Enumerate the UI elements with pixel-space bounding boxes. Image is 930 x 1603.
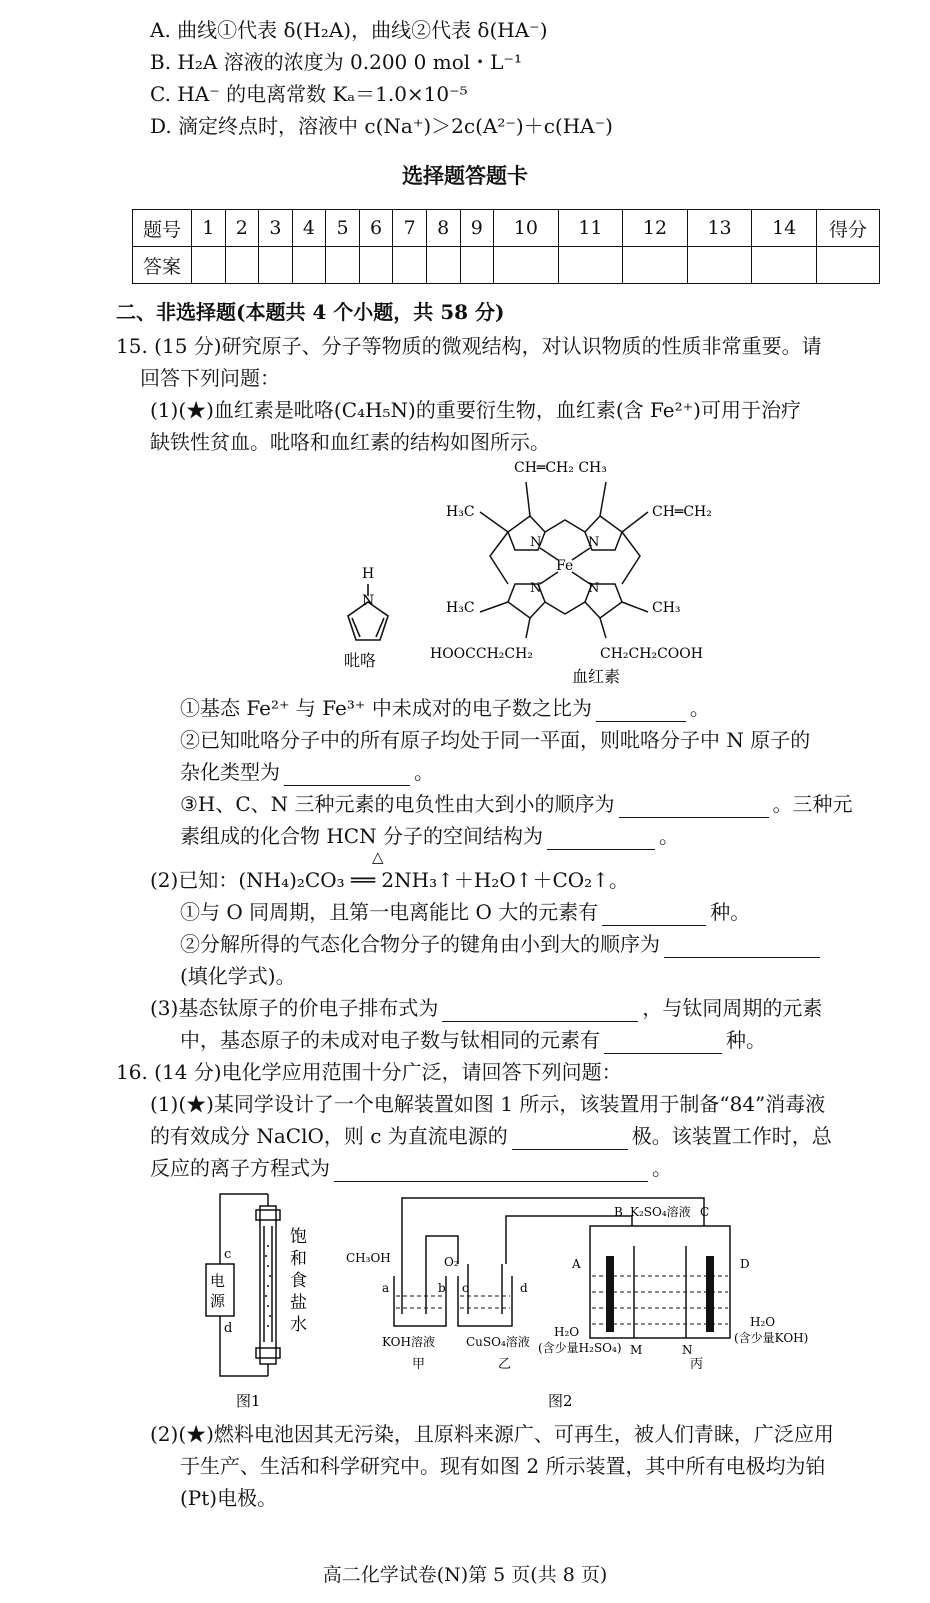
- answer-card-table: [132, 209, 880, 284]
- brine-label-5: 水: [290, 1315, 307, 1335]
- heme-label: 血红素: [572, 667, 621, 686]
- q15-part2-sub1-text: ①与 O 同周期，且第一电离能比 O 大的元素有: [180, 900, 599, 924]
- q16-part2-line2: 于生产、生活和科学研究中。现有如图 2 所示装置，其中所有电极均为铂: [180, 1454, 826, 1478]
- answer-blank[interactable]: [596, 699, 686, 722]
- cuso4-label: CuSO₄溶液: [466, 1335, 530, 1349]
- page-footer: 高二化学试卷(N)第 5 页(共 8 页): [322, 1564, 608, 1586]
- terminal-c: c: [224, 1247, 232, 1262]
- answer-card-answer-row: [133, 247, 880, 284]
- q16-part2-line1: (2)(★)燃料电池因其无污染，且原料来源广、可再生，被人们青睐，广泛应用: [150, 1422, 834, 1446]
- heme-bottom-right-group: CH₂CH₂COOH: [600, 646, 703, 662]
- membrane-m: M: [630, 1343, 643, 1357]
- q16-part1-mid: 极。该装置工作时，总: [631, 1124, 832, 1148]
- answer-blank[interactable]: [664, 935, 820, 958]
- answer-cell[interactable]: [687, 247, 752, 284]
- question-number-cell: 6: [359, 210, 393, 247]
- q15-sub2-line1: ②已知吡咯分子中的所有原子均处于同一平面，则吡咯分子中 N 原子的: [180, 728, 811, 752]
- q15-stem-line1: 15. (15 分)研究原子、分子等物质的微观结构，对认识物质的性质非常重要。请: [116, 334, 822, 358]
- question-number-cell: 13: [687, 210, 752, 247]
- label-bing: 丙: [690, 1357, 704, 1372]
- electrode-a: a: [382, 1281, 390, 1295]
- answer-cell[interactable]: [393, 247, 427, 284]
- option-d: D. 滴定终点时，溶液中 c(Na⁺)＞2c(A²⁻)＋c(HA⁻): [150, 114, 613, 138]
- heme-right-top-group: CH═CH₂: [652, 504, 712, 520]
- heme-top-groups: CH═CH₂ CH₃: [514, 460, 607, 476]
- pyrrole-h: H: [362, 566, 375, 582]
- q16-part1-text3: 反应的离子方程式为: [150, 1156, 330, 1180]
- score-cell[interactable]: [817, 247, 880, 284]
- question-number-cell: 12: [623, 210, 688, 247]
- heat-symbol: △: [372, 848, 384, 866]
- answer-blank[interactable]: [442, 999, 638, 1022]
- port-c: C: [700, 1205, 710, 1219]
- question-number-cell: 4: [292, 210, 326, 247]
- electrode-left: [606, 1256, 614, 1332]
- question-number-cell: 11: [558, 210, 623, 247]
- option-a: A. 曲线①代表 δ(H₂A)，曲线②代表 δ(HA⁻): [150, 18, 548, 42]
- koh-label: KOH溶液: [382, 1335, 435, 1349]
- q15-sub2-line2: [180, 758, 434, 786]
- q15-sub3-text: ③H、C、N 三种元素的电负性由大到小的顺序为: [180, 792, 615, 816]
- q15-sub3-line1: [180, 790, 853, 818]
- brine-label-1: 饱: [290, 1227, 307, 1247]
- answer-cell[interactable]: [192, 247, 226, 284]
- q16-part1-text: 的有效成分 NaClO，则 c 为直流电源的: [150, 1124, 508, 1148]
- q15-sub2-text: 杂化类型为: [180, 760, 280, 784]
- answer-blank[interactable]: [547, 827, 655, 850]
- label-yi: 乙: [498, 1357, 512, 1372]
- answer-cell[interactable]: [326, 247, 360, 284]
- port-d: D: [740, 1257, 750, 1271]
- brine-label-4: 盐: [290, 1293, 307, 1313]
- electrode-b: b: [438, 1281, 446, 1295]
- question-number-cell: 7: [393, 210, 427, 247]
- answer-blank[interactable]: [284, 763, 410, 786]
- q15-part2-sub2-line2: (填化学式)。: [180, 964, 296, 988]
- h2o-right-label: H₂O: [750, 1315, 776, 1329]
- q15-part3-text: (3)基态钛原子的价电子排布式为: [150, 996, 439, 1020]
- answer-cell[interactable]: [494, 247, 559, 284]
- figure2-fuel-cell: [342, 1186, 832, 1414]
- electrode-right: [706, 1256, 714, 1332]
- h2o-right-note: (含少量KOH): [734, 1331, 809, 1345]
- answer-cell[interactable]: [259, 247, 293, 284]
- heme-right-bottom-group: CH₃: [652, 600, 681, 616]
- section-heading: 二、非选择题(本题共 4 个小题，共 58 分): [116, 300, 505, 324]
- structures-figure: [330, 452, 750, 690]
- heme-left-bottom-group: H₃C: [446, 600, 475, 616]
- q15-stem-line2: 回答下列问题：: [140, 366, 280, 390]
- o2-label: O₂: [444, 1255, 459, 1269]
- option-b: B. H₂A 溶液的浓度为 0.200 0 mol・L⁻¹: [150, 50, 522, 74]
- score-label-cell: 得分: [817, 210, 880, 247]
- q15-part1-line1: (1)(★)血红素是吡咯(C₄H₅N)的重要衍生物，血红素(含 Fe²⁺)可用于治疗: [150, 398, 801, 422]
- q15-part2-sub2: [180, 930, 824, 958]
- port-a: A: [572, 1257, 581, 1271]
- answer-blank[interactable]: [619, 795, 769, 818]
- pyrrole-label: 吡咯: [344, 651, 377, 670]
- answer-cell[interactable]: [460, 247, 494, 284]
- question-number-cell: 3: [259, 210, 293, 247]
- q16-stem: 16. (14 分)电化学应用范围十分广泛，请回答下列问题：: [116, 1060, 622, 1084]
- question-number-cell: 1: [192, 210, 226, 247]
- pyrrole-n: N: [362, 593, 375, 609]
- h2o-left-note: (含少量H₂SO₄): [538, 1341, 622, 1355]
- question-number-cell: 2: [225, 210, 259, 247]
- question-number-cell: 5: [326, 210, 360, 247]
- answer-cell[interactable]: [752, 247, 817, 284]
- port-b: B: [614, 1205, 623, 1219]
- answer-blank[interactable]: [604, 1031, 722, 1054]
- answer-card-number-row: [133, 210, 880, 247]
- answer-blank[interactable]: [334, 1159, 648, 1182]
- question-number-cell: 14: [752, 210, 817, 247]
- q15-sub3-text2: 素组成的化合物 HCN 分子的空间结构为: [180, 824, 543, 848]
- answer-blank[interactable]: [602, 903, 706, 926]
- q15-sub1-end: 。: [689, 696, 710, 720]
- q15-part3-text2: 中，基态原子的未成对电子数与钛相同的元素有: [180, 1028, 600, 1052]
- q15-part3-end: 种。: [726, 1028, 766, 1052]
- row-label-number: 题号: [133, 210, 192, 247]
- power-label-2: 源: [210, 1292, 226, 1310]
- h2o-left-label: H₂O: [554, 1325, 580, 1339]
- answer-cell[interactable]: [225, 247, 259, 284]
- q16-part1-line1: (1)(★)某同学设计了一个电解装置如图 1 所示，该装置用于制备“84”消毒液: [150, 1092, 826, 1116]
- electrode-d: d: [520, 1281, 528, 1295]
- q15-sub1-text: ①基态 Fe²⁺ 与 Fe³⁺ 中未成对的电子数之比为: [180, 696, 592, 720]
- answer-cell[interactable]: [558, 247, 623, 284]
- electrode-c: c: [462, 1281, 469, 1295]
- heme-n: N: [588, 581, 600, 596]
- heme-bottom-left-group: HOOCCH₂CH₂: [430, 646, 533, 662]
- brine-label-3: 食: [290, 1271, 307, 1291]
- power-label-1: 电: [210, 1272, 226, 1290]
- q15-sub3-line2: [180, 822, 679, 850]
- heme-n: N: [588, 535, 600, 550]
- question-number-cell: 8: [426, 210, 460, 247]
- k2so4-label: K₂SO₄溶液: [630, 1205, 691, 1219]
- q15-part3-mid: ，与钛同周期的元素: [642, 996, 823, 1020]
- answer-cell[interactable]: [292, 247, 326, 284]
- q15-part2-sub1-end: 种。: [710, 900, 751, 924]
- heme-left-top-group: H₃C: [446, 504, 475, 520]
- q15-part1-line2: 缺铁性贫血。吡咯和血红素的结构如图所示。: [150, 430, 550, 454]
- q15-part2-line: [150, 866, 629, 894]
- q16-part1-line3: [150, 1154, 672, 1182]
- membrane-n: N: [682, 1343, 693, 1357]
- q15-sub3-end: 。: [658, 824, 679, 848]
- q15-part2-sub1: [180, 898, 750, 926]
- heme-n: N: [530, 581, 542, 596]
- q15-sub1: [180, 694, 710, 722]
- brine-label-2: 和: [290, 1249, 307, 1269]
- heme-n: N: [530, 535, 542, 550]
- question-number-cell: 10: [494, 210, 559, 247]
- q15-part3-line2: [180, 1026, 766, 1054]
- terminal-d: d: [224, 1321, 233, 1336]
- answer-blank[interactable]: [512, 1127, 628, 1150]
- q15-part3-line1: [150, 994, 822, 1022]
- q15-sub2-end: 。: [414, 760, 434, 784]
- answer-cell[interactable]: [623, 247, 688, 284]
- q16-part2-line3: (Pt)电极。: [180, 1486, 278, 1510]
- figure1-electrolysis: [196, 1186, 326, 1414]
- answer-card-title: 选择题答题卡: [402, 163, 528, 188]
- ch3oh-label: CH₃OH: [346, 1251, 391, 1265]
- question-number-cell: 9: [460, 210, 494, 247]
- label-jia: 甲: [412, 1357, 426, 1372]
- figure2-caption: 图2: [548, 1392, 573, 1410]
- option-c: C. HA⁻ 的电离常数 Kₐ＝1.0×10⁻⁵: [150, 82, 468, 106]
- q15-part2-sub2-text: ②分解所得的气态化合物分子的键角由小到大的顺序为: [180, 932, 660, 956]
- row-label-answer: 答案: [133, 247, 192, 284]
- q15-sub3-mid: 。三种元: [772, 792, 853, 816]
- answer-cell[interactable]: [426, 247, 460, 284]
- figure1-caption: 图1: [236, 1392, 261, 1410]
- q16-part1-end: 。: [652, 1156, 672, 1180]
- q15-part2-equation: (2)已知：(NH₄)₂CO₃ ══ 2NH₃↑＋H₂O↑＋CO₂↑。: [150, 868, 629, 892]
- heme-fe: Fe: [556, 558, 574, 574]
- q16-part1-line2: [150, 1122, 832, 1150]
- answer-cell[interactable]: [359, 247, 393, 284]
